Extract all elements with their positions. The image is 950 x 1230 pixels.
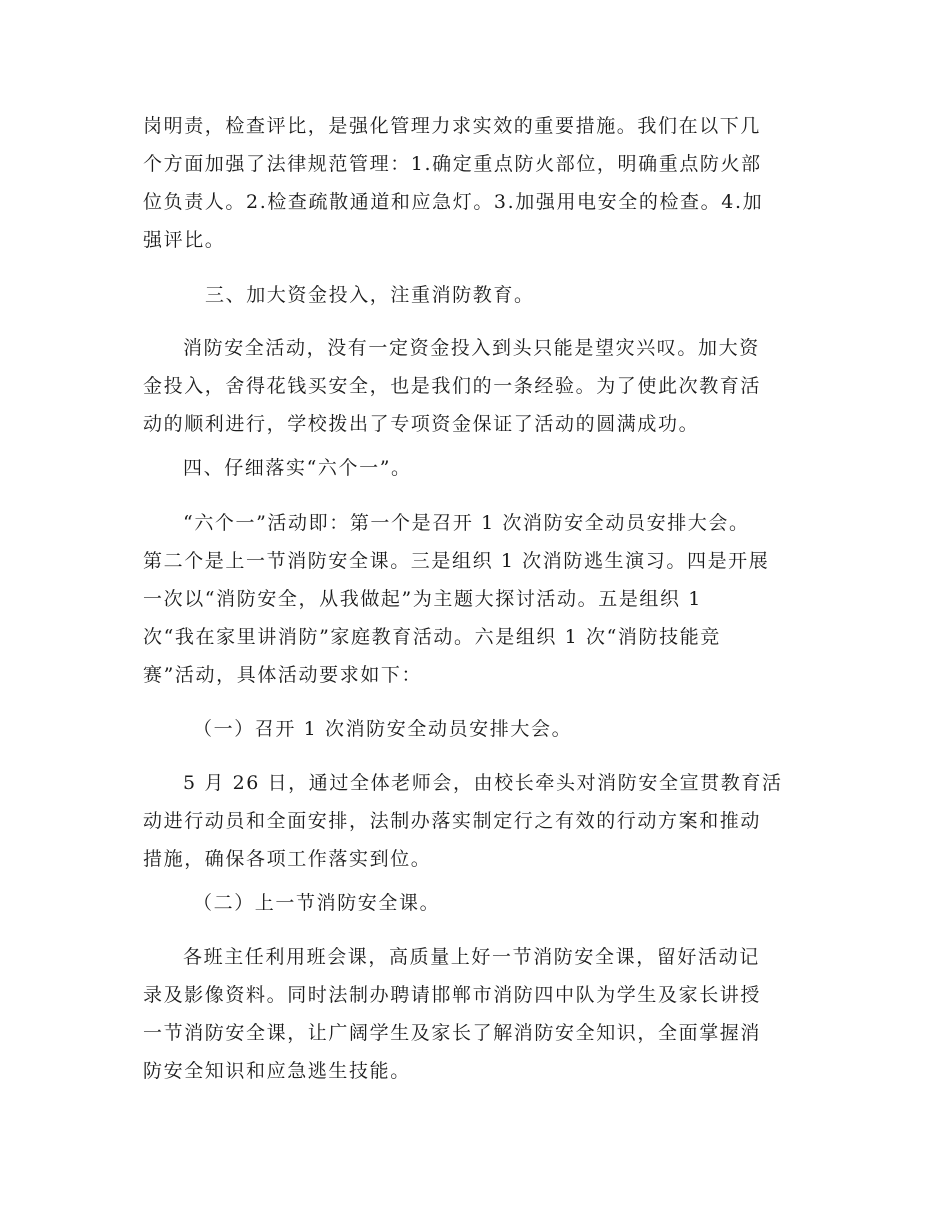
section-heading: 四、仔细落实“六个一”。 bbox=[183, 457, 412, 479]
paragraph-line: 金投入，舍得花钱买安全，也是我们的一条经验。为了使此次教育活 bbox=[143, 375, 762, 397]
paragraph-line: 个方面加强了法律规范管理：1.确定重点防火部位，明确重点防火部 bbox=[143, 153, 762, 175]
paragraph-line: 赛”活动，具体活动要求如下： bbox=[143, 664, 423, 686]
paragraph-line: 次“我在家里讲消防”家庭教育活动。六是组织 1 次“消防技能竞 bbox=[143, 626, 721, 648]
paragraph-line: 防安全知识和应急逃生技能。 bbox=[143, 1060, 411, 1082]
paragraph-line: 强评比。 bbox=[143, 229, 226, 251]
paragraph-line: “六个一”活动即：第一个是召开 1 次消防安全动员安排大会。 bbox=[183, 512, 750, 534]
section-heading: 三、加大资金投入，注重消防教育。 bbox=[205, 284, 535, 306]
paragraph-line: 动进行动员和全面安排，法制办落实制定行之有效的行动方案和推动 bbox=[143, 810, 762, 832]
paragraph-line: 第二个是上一节消防安全课。三是组织 1 次消防逃生演习。四是开展 bbox=[143, 550, 770, 572]
paragraph-line: 各班主任利用班会课，高质量上好一节消防安全课，留好活动记 bbox=[183, 946, 760, 968]
paragraph-line: 录及影像资料。同时法制办聘请邯郸市消防四中队为学生及家长讲授 bbox=[143, 984, 762, 1006]
paragraph-line: 一次以“消防安全，从我做起”为主题大探讨活动。五是组织 1 bbox=[143, 588, 702, 610]
paragraph-line: 位负责人。2.检查疏散通道和应急灯。3.加强用电安全的检查。4.加 bbox=[143, 191, 764, 213]
paragraph-line: 措施，确保各项工作落实到位。 bbox=[143, 848, 432, 870]
paragraph-line: 一节消防安全课，让广阔学生及家长了解消防安全知识，全面掌握消 bbox=[143, 1022, 762, 1044]
paragraph-line: 消防安全活动，没有一定资金投入到头只能是望灾兴叹。加大资 bbox=[183, 337, 760, 359]
subsection-heading: （二）上一节消防安全课。 bbox=[193, 892, 441, 914]
paragraph-line: 岗明责，检查评比，是强化管理力求实效的重要措施。我们在以下几 bbox=[143, 115, 762, 137]
paragraph-line: 动的顺利进行，学校拨出了专项资金保证了活动的圆满成功。 bbox=[143, 413, 700, 435]
subsection-heading: （一）召开 1 次消防安全动员安排大会。 bbox=[193, 718, 573, 740]
paragraph-line: 5 月 26 日，通过全体老师会，由校长牵头对消防安全宣贯教育活 bbox=[183, 772, 783, 794]
